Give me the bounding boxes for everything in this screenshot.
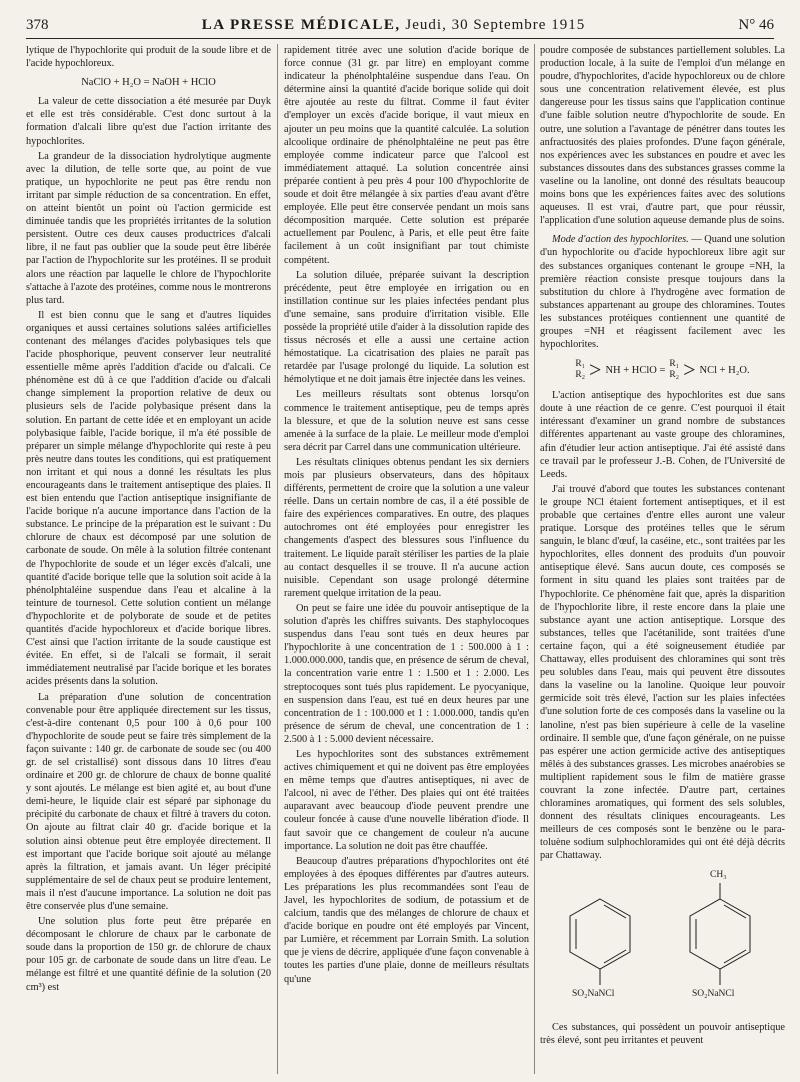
- page-number: 378: [26, 16, 49, 33]
- paragraph: On peut se faire une idée du pouvoir antiseptique de la solution d'après les chiffres suivants. Des staphylocoques suspendus dans l'eau sont tués en deux heures par l'hypochlorite à une concentration de 1 : 500.000 à 1 : 1.000.000.000, tandis que, en présence de sérum de cheval, la concentration varie entre 1 : 1.500 et 1 : 2.000. Les streptocoques sont tués plus rapidement. Le pyocyanique, en suspension dans l'eau, est tué en deux heures par une concentration de 1 : 100.000 et 1 : 1.000.000, tandis qu'en présence de sérum de cheval, une concentration de 1 : 2.500 à 1 : 5.000 devient nécessaire.: [284, 602, 529, 745]
- r2: R₂: [669, 370, 680, 381]
- formula-r-groups: [575, 359, 585, 381]
- r1: R₁: [575, 359, 586, 370]
- paragraph: Les meilleurs résultats sont obtenus lorsqu'on commence le traitement antiseptique, peu de temps après la blessure, et que de la solution neuve est sans cesse amenée à la surface de la plaie. Le meilleur mode d'emploi sera décrit par Carrel dans une communication ultérieure.: [284, 389, 529, 453]
- paragraph: J'ai trouvé d'abord que toutes les substances contenant le groupe NCl étaient fortement antiseptiques, et il est probable que certaines d'entre elles auront une valeur pratique. Lorsque des protéines telles que le sérum sanguin, le blanc d'œuf, la caséine, etc., sont traitées par les hypochlorites, elles donnent des produits d'un pouvoir antiseptique élevé. Sans aucun doute, ces composés se forment in situ quand les plaies sont traitées par de l'hypochlorite. Ce phénomène fait que, après la disparition de l'hypochlorite libre, il reste encore dans la plaie une substance ayant une action antiseptique. Lorsque des substances, telles que l'acétanilide, sont traitées d'une certaine façon, qui a été soigneusement étudiée par Chattaway, elles produisent des chloramines qui sont très peu solubles dans l'eau, mais qui peuvent être dissoutes dans la vaseline ou la lanoline. Quoique leur pouvoir germicide soit très élevé, l'action sur les plaies infectées d'une solution forte de ces composés dans la vaseline ou la lanoline, n'est pas bien supérieure à celle de la vaseline ordinaire. Il semble que, d'une façon générale, on ne puisse pas espérer une action germicide active des antiseptiques mêlés à des substances grasses. Les microbes anaérobies se multiplient rapidement sous le film de matière grasse couvrant la zone infectée. D'autre part, certaines chloramines aromatiques, qui forment des sels solubles, donnent des résultats cliniques encourageants. Les meilleurs de ces composés sont le benzène ou le para-toluène sodium sulphochloramides qui ont été déjà décrits par Chattaway.: [540, 483, 785, 862]
- chemical-structures: [540, 867, 785, 1017]
- column-3: [540, 44, 785, 1074]
- brace-icon: >: [683, 357, 696, 383]
- paragraph: Une solution plus forte peut être préparée en décomposant le chlorure de chaux par le carbonate de soude dans la proportion de 150 gr. de chlorure de chaux pour 105 gr. de carbonate de soude dans un litre d'eau. Le mélange est filtré et une quantité définie de la solution (20 cm³) est: [26, 916, 271, 993]
- column-1: [26, 44, 271, 1074]
- paragraph: Les résultats cliniques obtenus pendant les six derniers mois par plusieurs observateurs, dans des hôpitaux différents, permettent de croire que la solution a une valeur réelle. Dans un certain nombre de cas, il a été possible de faire des expériences comparatives. En outre, des plaques autochromes ont été employées pour enregistrer les changements d'aspect des blessures sous l'influence du traitement. Le liquide paraît stériliser les parties de la plaie au contact desquelles il se trouve. Il n'a aucune action nuisible. Cependant son usage prolongé détermine rarement quelque irritation de la peau.: [284, 456, 529, 599]
- paragraph-text: — Quand une solution d'un hypochlorite ou d'acide hypochloreux libre agit sur des substances organiques contenant le groupe =NH, la première réaction consiste presque toujours dans la substitution du chlore à l'hydrogène avec formation de substances appartenant au groupe des chloramines. Toutes les substances protéiques contiennent une quantité de groupes =NH et réagissent facilement avec les hypochlorites.: [540, 234, 785, 351]
- paragraph: Les hypochlorites sont des substances extrêmement actives chimiquement et qui ne doivent pas être employées en même temps que d'autres antiseptiques, ni avec de l'alcool, ni avec de l'éther. Des plaies qui ont été traitées auparavant avec beaucoup d'iode peuvent prendre une couleur foncée à cause d'une nouvelle libération d'iode. Il faut savoir que ce changement de couleur n'a aucune importance. La solution ne doit pas être chauffée.: [284, 748, 529, 852]
- sulpho-label-1: SO₂NaNCl: [572, 988, 615, 999]
- issue-number: N° 46: [738, 16, 774, 33]
- r2: R₂: [575, 370, 586, 381]
- r1: R₁: [669, 359, 680, 370]
- paragraph: lytique de l'hypochlorite qui produit de la soude libre et de l'acide hypochloreux.: [26, 45, 271, 70]
- formula-chloramine: [540, 359, 785, 381]
- issue-date: Jeudi, 30 Septembre 1915: [405, 16, 586, 33]
- paragraph: La valeur de cette dissociation a été mesurée par Duyk et elle est très considérable. C'est donc surtout à la formation d'alcali libre qu'est due l'action irritante des hypochlorites.: [26, 96, 271, 147]
- paragraph: rapidement titrée avec une solution d'acide borique de force connue (31 gr. par litre) en employant comme indicateur la phénolphtaléine suspendue dans l'eau. On détermine ainsi la quantité d'acide borique solide qui doit être ajoutée au reste du filtrat. Comme il faut éviter d'employer un excès d'acide borique, il vaut mieux en ajouter un peu moins que la quantité calculée. La solution alcoolique ordinaire de phénolphtaléine ne peut pas être employée comme indicateur parce que l'alcool est immédiatement attaqué. La solution concentrée ainsi préparée contient à peu près 4 pour 100 d'hypochlorite de soude et doit être mélangée à six parties d'eau avant d'être employée. Elle peut être conservée pendant un mois sans décomposition marquée. Cette solution est préparée actuellement par Poulenc, à Paris, et elle peut être faite facilement à un coût insignifiant par tout chimiste compétent.: [284, 45, 529, 266]
- brace-icon: >: [589, 357, 602, 383]
- formula-left: NH + HClO =: [605, 364, 666, 376]
- paragraph: La solution diluée, préparée suivant la description précédente, peut être employée en irrigation ou en instillation continue sur les plaies infectées pendant plus d'une semaine, sans produire d'irritation visible. Elle possède la propriété utile d'aider à la dissolution rapide des tissus nécrosés et elle a aussi une certaine action hémostatique. La cicatrisation des plaies ne paraît pas retardée par l'usage prolongé du liquide. La solution est hémolytique et ne doit jamais être injectée dans les veines.: [284, 269, 529, 386]
- formula-hydrolysis: NaClO + H₂O = NaOH + HClO: [81, 77, 216, 89]
- formula-right: NCl + H₂O.: [699, 364, 750, 376]
- header-rule: [26, 38, 774, 39]
- paragraph: Ces substances, qui possèdent un pouvoir antiseptique très élevé, sont peu irritantes et peuvent: [540, 1021, 785, 1046]
- sulpho-label-2: SO₂NaNCl: [692, 988, 735, 999]
- paragraph: poudre composée de substances partiellement solubles. La production locale, à la suite de l'emploi d'un mélange en poudre, d'hypochlorites, d'acide hypochloreux ou de chlore sous une concentration relativement élevée, est plus dangereuse pour les tissus sains que l'application continue d'une faible solution neutre d'hypochlorite de soude. En outre, une solution a l'avantage de pénétrer dans toutes les anfractuosités des plaies profondes. D'une façon générale, nos expériences avec les substances en poudre et avec les substances dissoutes dans des substances grasses comme la vaseline ou la lanoline, ont donné des résultats beaucoup moins bons que les expériences faites avec des solutions aqueuses. Il est vrai, d'autre part, que pour réussir, l'application d'une solution aqueuse demande plus de soins.: [540, 45, 785, 227]
- formula-r-groups: [669, 359, 679, 381]
- journal-title: [202, 17, 586, 34]
- benzene-ring-1: [570, 899, 630, 969]
- paragraph: Beaucoup d'autres préparations d'hypochlorites ont été employées à des époques différentes par d'autres auteurs. Les préparations les plus recommandées sont l'eau de Javel, les hypochlorites de sodium, de potassium et de calcium, tandis que des mélanges de chlorure de chaux et d'acide borique en poudre ont été employés par Vincent, par Lumière, et récemment par Lorrain Smith. La solution que je viens de décrire, appliquée d'une façon convenable à toutes les parties d'une plaie, donne de meilleurs résultats qu'une: [284, 855, 529, 985]
- paragraph: Il est bien connu que le sang et d'autres liquides organiques et aussi certaines solutions salées artificielles contenant des mélanges d'acides polybasiques tels que l'acide phosphorique, peuvent conserver leur neutralité essentielle même après l'addition d'acide ou d'alcali. Ce phénomène est dû à ce que l'addition d'acide ou d'alcali change simplement la proportion relative de deux ou plusieurs sels de l'acide polybasique présent dans la solution. En partant de cette idée et en employant un acide polybasique faible, l'acide borique, il m'a été possible de préparer un simple mélange d'hypochlorite qui reste à peu près neutre dans toutes les conditions, qui est pratiquement non irritant et qui nous a donné les résultats les plus encourageants dans le traitement antiseptique des plaies. Il est bien entendu que l'action antiseptique insignifiante de l'acide borique n'a aucune importance dans l'action de la substance. Le principe de la préparation est le suivant : Du chlorure de chaux est décomposé par une solution de carbonate de soude. On mêle à la solution filtrée contenant de l'hypochlorite de soude et un léger excès d'alcali, une quantité d'acide borique telle que la solution soit acide à la phénolphtaléine suspendue dans l'eau et alcaline à la teinture de tournesol. Cette solution contient un mélange d'hypochlorite et de polyborate de soude et de petites quantités d'acide hypochloreux et d'acide borique libres. C'est ainsi que l'action irritante de la soude caustique est évitée. En effet, si de l'alcali se formait, il serait immédiatement neutralisé par l'acide borique et les borates acides présents dans la solution.: [26, 309, 271, 688]
- column-2: [284, 44, 529, 1074]
- column-divider: [534, 44, 535, 1074]
- column-divider: [277, 44, 278, 1074]
- paragraph-mode-action: [540, 233, 785, 351]
- paragraph: La préparation d'une solution de concentration convenable pour être appliquée directement sur les tissus, c'est-à-dire contenant 0,5 pour 100 à 0,6 pour 100 d'hypochlorite de soude peut se faire très simplement de la façon suivante : 140 gr. de carbonate de soude sec (ou 400 gr. de sel cristallisé) sont dissous dans 10 litres d'eau ordinaire et 200 gr. de chlorure de chaux de bonne qualité y sont ajoutés. Le mélange est bien agité et, au bout d'une demi-heure, le liquide clair est séparé par siphonage du précipité du carbonate de chaux et filtré à travers du coton. On ajoute au filtrat clair 40 gr. d'acide borique et la solution ainsi obtenue peut être employée directement. Il est important que l'acide borique soit ajouté au mélange après la filtration, et jamais avant. Un léger précipité supplémentaire de sel de chaux peut se produire lentement, mais il n'est d'aucune importance. La solution ne doit pas être conservée plus d'une semaine.: [26, 691, 271, 912]
- section-title: Mode d'action des hypochlorites.: [552, 234, 689, 246]
- page-header: [26, 14, 774, 36]
- paragraph: L'action antiseptique des hypochlorites est due sans doute à une réaction de ce genre. C'est pourquoi il était intéressant d'examiner un grand nombre de substances différentes appartenant au vaste groupe des chloramines, afin d'étudier leur action antiseptique. J'ai été assisté dans ce travail par le professeur J.-B. Cohen, de l'Université de Leeds.: [540, 390, 785, 480]
- methyl-label: CH₃: [710, 869, 727, 880]
- paragraph: La grandeur de la dissociation hydrolytique augmente avec la dilution, de telle sorte que, au point de vue pratique, un hypochlorite ne peut pas être rendu non irritant par simple réduction de sa concentration. En effet, on atteint bientôt un point où l'action germicide est diminuée tandis que les propriétés irritantes de la solution persistent. Outre ces deux causes productrices d'alcali libre, il ne faut pas oublier que la soude peut être libérée par l'action de l'hypochlorite sur les protéines. Il se produit alors une réaction par laquelle le chlore de l'hypochlorite s'attache à l'azote des protéines, comme nous le montrerons plus tard.: [26, 150, 271, 306]
- journal-name: LA PRESSE MÉDICALE,: [201, 16, 401, 33]
- benzene-ring-2: [690, 899, 750, 969]
